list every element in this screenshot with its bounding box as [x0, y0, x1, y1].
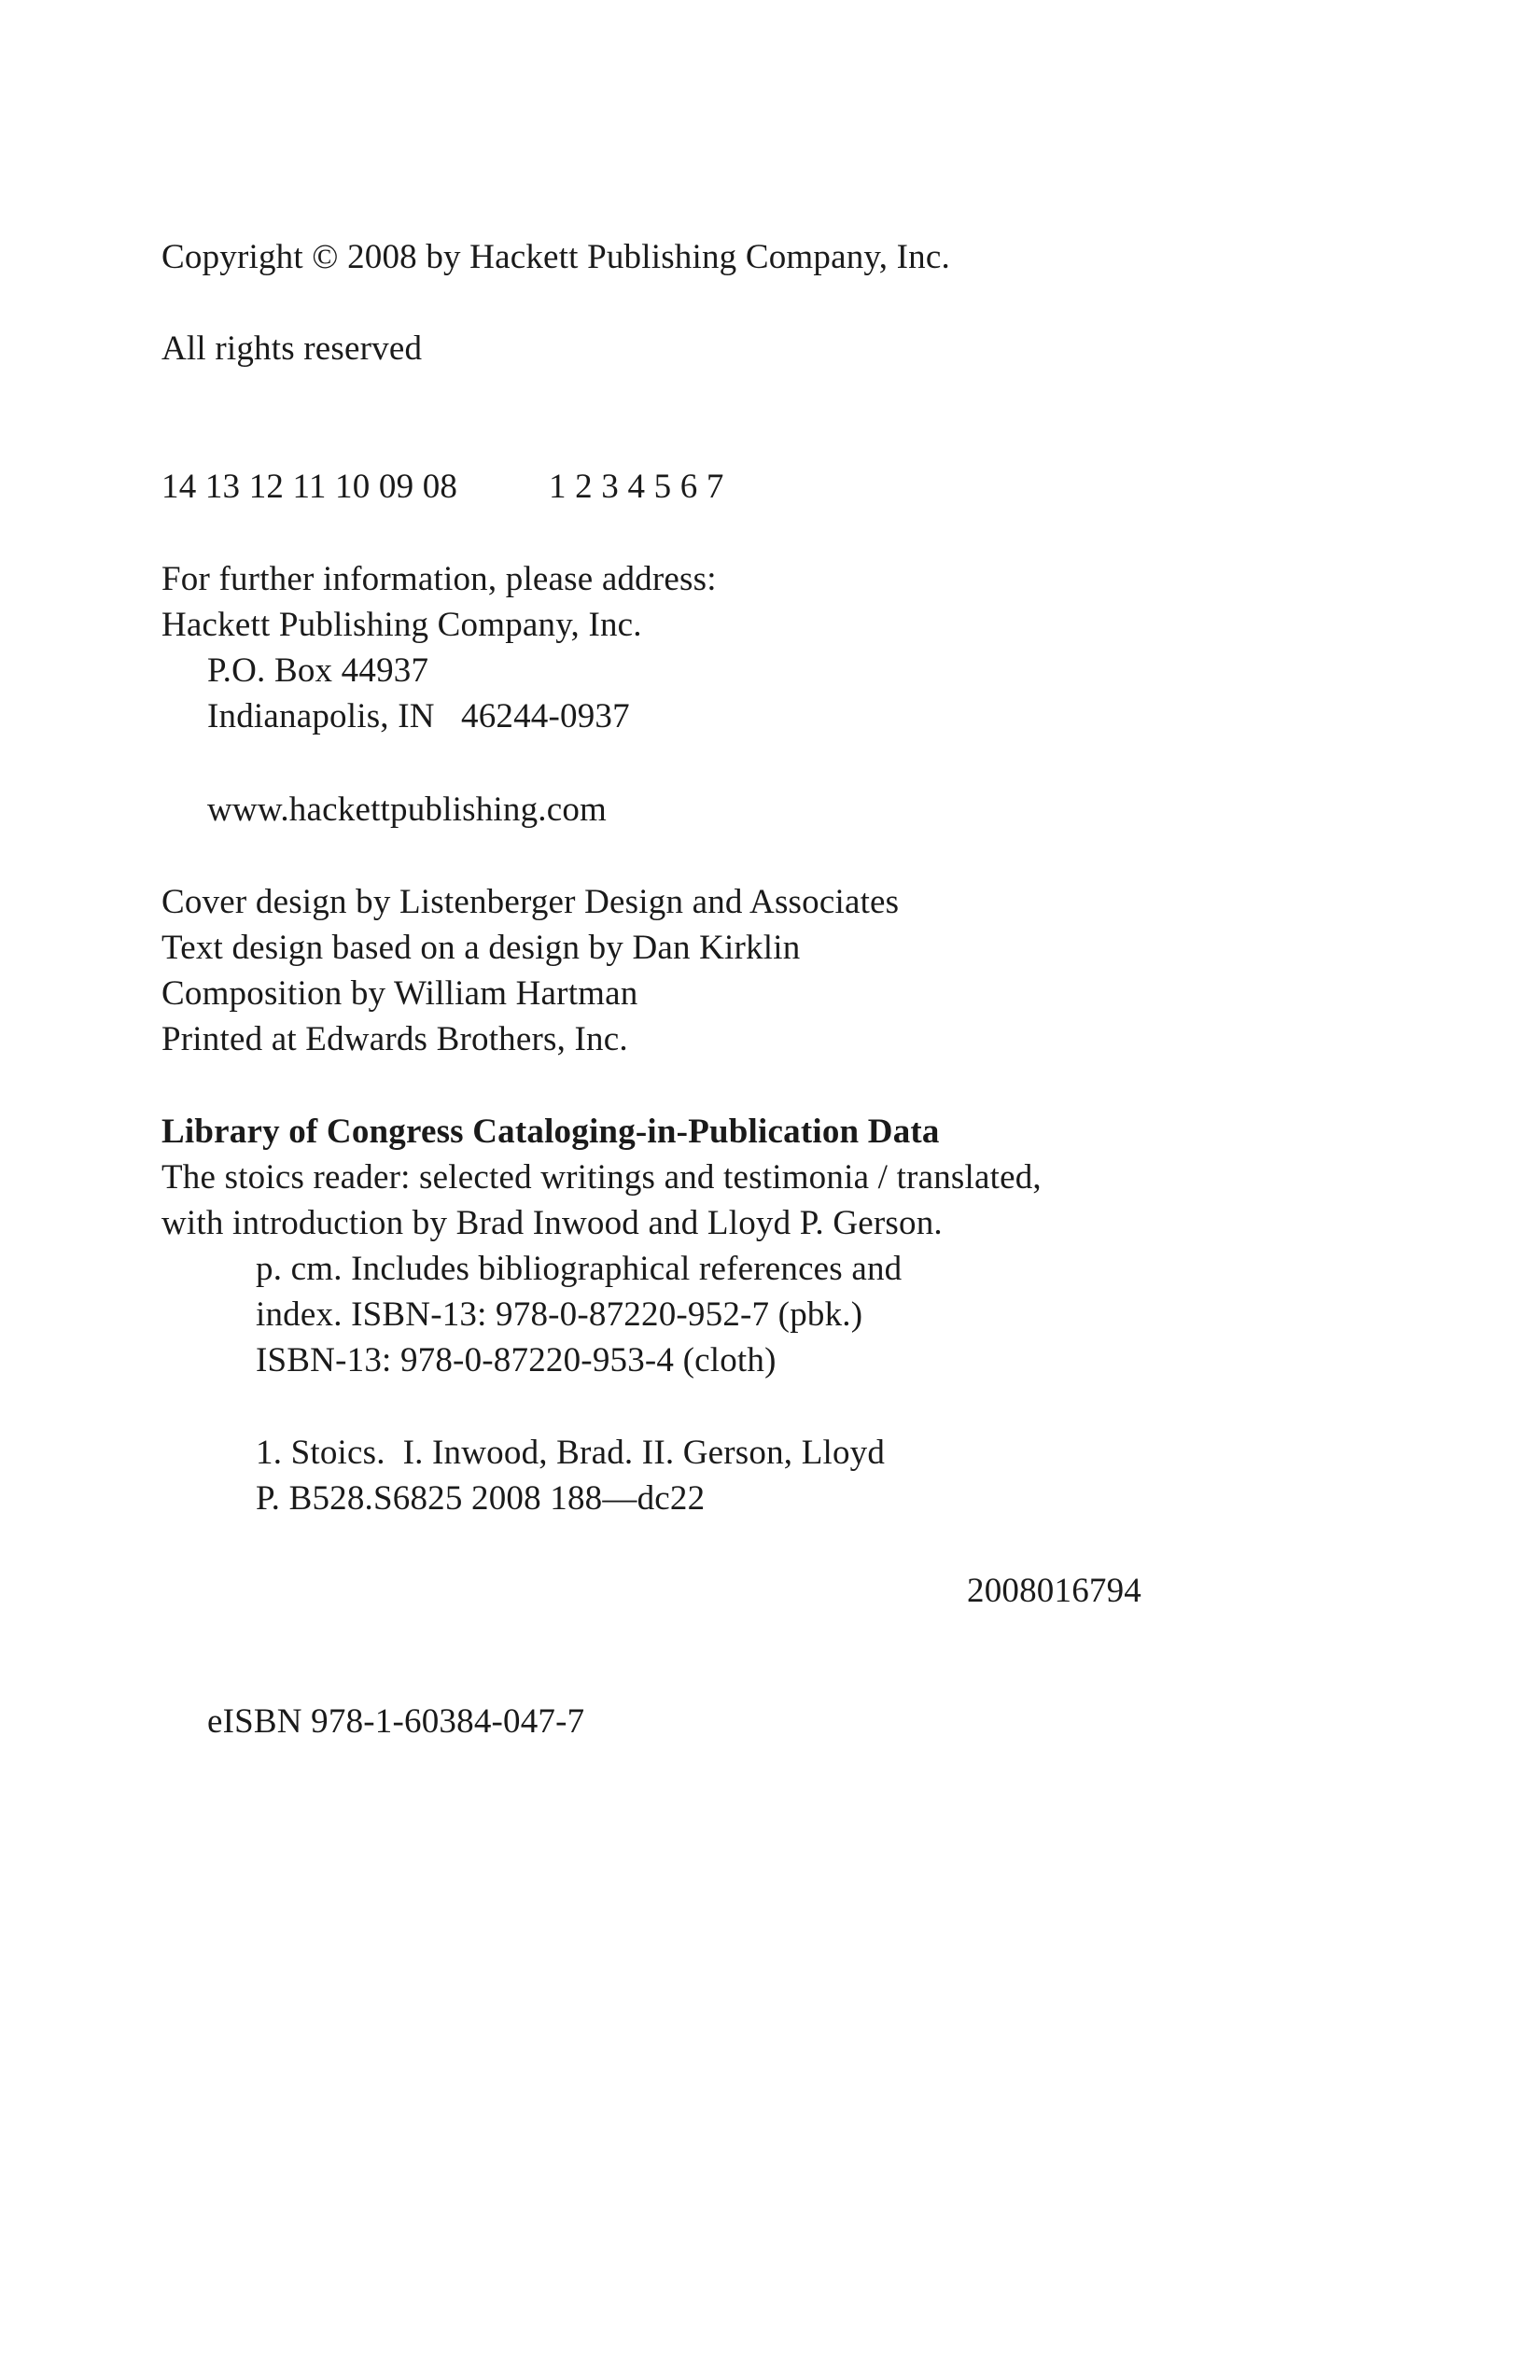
- cip-control-number: 2008016794: [967, 1572, 1141, 1610]
- contact-city: Indianapolis, IN 46244-0937: [207, 697, 630, 735]
- credit-line: Composition by William Hartman: [161, 974, 638, 1013]
- cip-heading: Library of Congress Cataloging-in-Publication Data: [161, 1113, 940, 1151]
- credit-line: Cover design by Listenberger Design and Associates: [161, 883, 900, 921]
- credit-line: Printed at Edwards Brothers, Inc.: [161, 1020, 628, 1058]
- copyright-notice: Copyright © 2008 by Hackett Publishing Company, Inc.: [161, 238, 950, 276]
- cip-details-line: index. ISBN-13: 978-0-87220-952-7 (pbk.): [256, 1295, 863, 1334]
- cip-subjects-line: 1. Stoics. I. Inwood, Brad. II. Gerson, Lloyd: [256, 1434, 886, 1472]
- rights-statement: All rights reserved: [161, 329, 423, 368]
- eisbn: eISBN 978-1-60384-047-7: [207, 1702, 585, 1741]
- contact-intro: For further information, please address:: [161, 560, 717, 598]
- cip-title-line: with introduction by Brad Inwood and Lloyd P. Gerson.: [161, 1204, 943, 1242]
- contact-company: Hackett Publishing Company, Inc.: [161, 606, 642, 644]
- cip-title-line: The stoics reader: selected writings and testimonia / translated,: [161, 1158, 1042, 1197]
- printing-impressions: 1 2 3 4 5 6 7: [549, 468, 724, 506]
- credit-line: Text design based on a design by Dan Kirklin: [161, 929, 801, 967]
- contact-website: www.hackettpublishing.com: [207, 791, 608, 829]
- cip-subjects-line: P. B528.S6825 2008 188—dc22: [256, 1479, 706, 1518]
- printing-years: 14 13 12 11 10 09 08: [161, 468, 458, 506]
- cip-details-line: p. cm. Includes bibliographical references and: [256, 1250, 903, 1288]
- cip-details-line: ISBN-13: 978-0-87220-953-4 (cloth): [256, 1341, 777, 1379]
- contact-po-box: P.O. Box 44937: [207, 651, 429, 690]
